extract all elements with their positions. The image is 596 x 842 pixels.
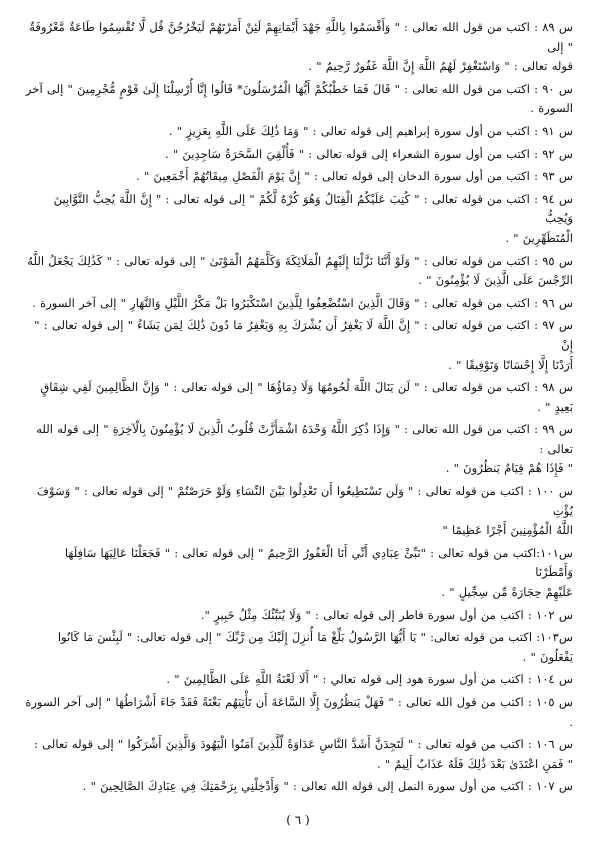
question-line: س ٩٦ : اكتب من قوله تعالى : " وَقَالَ الَّذِينَ اسْتُضْعِفُوا لِلَّذِينَ اسْتَكْبَرُوا بَلْ مَكْرُ اللَّيْلِ وَالنَّهَارِ " إلى آخر السورة . bbox=[32, 295, 573, 310]
question-line: س ٩٠ : اكتب من قول الله تعالى : " قَالَ فَمَا خَطْبُكُمْ أَيُّهَا الْمُرْسَلُونَ* قَالُوا إِنَّا أُرْسِلْنَا إِلَىٰ قَوْمٍ مُّجْرِمِينَ " إلى آخر bbox=[25, 81, 573, 96]
question-92 bbox=[25, 145, 573, 165]
question-line: عَلَيْهِمْ حِجَارَةً مِّن سِجِّيلٍ " . bbox=[441, 585, 573, 600]
question-94 bbox=[25, 190, 573, 249]
question-line: س ١٠٦ : اكتب من قوله تعالى : " لَتَجِدَنَّ أَشَدَّ النَّاسِ عَدَاوَةً لِّلَّذِينَ آمَنُوا الْيَهُودَ وَالَّذِينَ أَشْرَكُوا " إلى قوله تعالى : bbox=[34, 737, 573, 752]
question-line: س ٩٥ : اكتب من قوله تعالى : " وَلَوْ أَنَّنَا نَزَّلْنَا إِلَيْهِمُ الْمَلَائِكَةَ وَكَلَّمَهُمُ الْمَوْتَىٰ " إلى قوله تعالى : " كَذَٰلِكَ يَجْعَلُ اللَّهُ bbox=[27, 253, 573, 268]
question-99 bbox=[25, 420, 573, 479]
question-95 bbox=[25, 252, 573, 291]
question-line: س١٠١:اكتب من قوله تعالى : "نَبِّئْ عِبَادِي أَنِّي أَنَا الْغَفُورُ الرَّحِيمُ " إلى قوله تعالى : " فَجَعَلْنَا عَالِيَهَا سَافِلَهَا وَأَمْطَرْنَا bbox=[64, 545, 573, 580]
question-105 bbox=[25, 693, 573, 732]
question-91 bbox=[25, 122, 573, 142]
question-97 bbox=[25, 316, 573, 375]
question-93 bbox=[25, 167, 573, 187]
question-line: س ٩٧ : اكتب من قوله تعالى : " إِنَّ اللَّهَ لَا يَغْفِرُ أَن يُشْرَكَ بِهِ وَيَغْفِرُ مَا دُونَ ذَٰلِكَ لِمَن يَشَاءُ " إلى قوله تعالى : " إِنْ bbox=[34, 318, 573, 352]
question-line: الرِّجْسَ عَلَى الَّذِينَ لَا يُؤْمِنُونَ " . bbox=[418, 273, 573, 288]
page-number: ( ٦ ) bbox=[286, 813, 310, 827]
question-102 bbox=[25, 606, 573, 626]
question-line: س ٩٨ : اكتب من قوله تعالى : " لَن يَنَالَ اللَّهَ لُحُومُهَا وَلَا دِمَاؤُهَا " إلى قوله تعالى : " وَإِنَّ الظَّالِمِينَ لَفِي شِقَاقٍ بَعِيدٍ " . bbox=[40, 380, 573, 414]
question-103 bbox=[25, 628, 573, 667]
question-line: س ٩٢ : اكتب من أول سورة الشعراء إلى قوله تعالى : " فَأُلْقِيَ السَّحَرَةُ سَاجِدِينَ " . bbox=[165, 146, 573, 161]
question-107 bbox=[25, 777, 573, 797]
question-100 bbox=[25, 482, 573, 541]
question-96 bbox=[25, 294, 573, 314]
question-line: س ٨٩ : اكتب من قول الله تعالى : " وَأَقْسَمُوا بِاللَّهِ جَهْدَ أَيْمَانِهِمْ لَئِنْ أَمَرْتَهُمْ لَيَخْرُجُنَّ قُل لَّا تُقْسِمُوا طَاعَةٌ مَّعْرُوفَةٌ " إلى bbox=[29, 20, 573, 54]
question-line: س ١٠٤ : اكتب من أول سورة هود إلى قوله تعالي : " أَلَا لَعْنَةُ اللَّهِ عَلَى الظَّالِمِينَ " . bbox=[166, 672, 573, 687]
question-line: أَرَدْنَا إِلَّا إِحْسَانًا وَتَوْفِيقًا " . bbox=[448, 357, 573, 372]
question-line: اللَّهُ الْمُؤْمِنِينَ أَجْرًا عَظِيمًا " bbox=[442, 523, 573, 538]
question-line: س ١٠٠ : اكتب من قوله تعالى : " وَلَن تَسْتَطِيعُوا أَن تَعْدِلُوا بَيْنَ النِّسَاءِ وَلَوْ حَرَصْتُمْ " إلى قوله تعالى : " وَسَوْفَ يُؤْتِ bbox=[37, 484, 573, 518]
question-line: " فَمَنِ اعْتَدَىٰ بَعْدَ ذَٰلِكَ فَلَهُ عَذَابٌ أَلِيمٌ " . bbox=[377, 756, 573, 771]
question-line: س ١٠٥ : اكتب من قول الله تعالى : " فَهَلْ يَنظُرُونَ إِلَّا السَّاعَةَ أَن تَأْتِيَهُم بَغْتَةً فَقَدْ جَاءَ أَشْرَاطُهَا " إلى آخر السورة . bbox=[25, 695, 573, 729]
question-89 bbox=[25, 18, 573, 77]
page-content bbox=[25, 18, 573, 808]
question-line: س ١٠٧ : اكتب من أول سورة النمل إلى قوله الله تعالى : " وَأَدْخِلْنِي بِرَحْمَتِكَ فِي عِبَادِكَ الصَّالِحِينَ " . bbox=[82, 779, 573, 794]
question-90 bbox=[25, 80, 573, 119]
question-line: س١٠٣: اكتب من قوله تعالى: " يَا أَيُّهَا الرَّسُولُ بَلِّغْ مَا أُنزِلَ إِلَيْكَ مِن رَّبِّكَ " إلى قوله تعالى: " لَبِئْسَ مَا كَانُوا يَفْعَلُونَ " . bbox=[57, 630, 573, 664]
question-line: الْمُتَطَهِّرِينَ " . bbox=[505, 230, 573, 245]
question-104 bbox=[25, 670, 573, 690]
question-98 bbox=[25, 378, 573, 417]
question-line: السورة . bbox=[530, 101, 573, 116]
question-101 bbox=[25, 544, 573, 603]
question-line: س ١٠٢ : اكتب من أول سورة فاطر إلى قوله تعالى : " وَلَا يُنَبِّئُكَ مِثْلُ خَبِيرٍ ". bbox=[200, 607, 573, 622]
question-line: س ٩١ : اكتب من أول سورة إبراهيم إلى قوله تعالى : " وَمَا ذَٰلِكَ عَلَى اللَّهِ بِعَزِيزٍ " . bbox=[168, 123, 573, 138]
question-line: " فَإِذَا هُمْ قِيَامٌ يَنظُرُونَ " . bbox=[445, 461, 573, 476]
question-line: س ٩٣ : اكتب من أول سورة الدخان إلى قوله تعالى : " إِنَّ يَوْمَ الْفَصْلِ مِيقَاتُهُمْ أَجْمَعِينَ " . bbox=[136, 169, 573, 184]
question-106 bbox=[25, 735, 573, 774]
question-line: س ٩٩ : اكتب من قول الله تعالى : " وَإِذَا ذُكِرَ اللَّهُ وَحْدَهُ اشْمَأَزَّتْ قُلُوبُ الَّذِينَ لَا يُؤْمِنُونَ بِالْآخِرَةِ " إلى قوله الله تعالى : bbox=[36, 422, 573, 456]
question-line: س ٩٤ : اكتب من قوله تعالى : " كُتِبَ عَلَيْكُمُ الْقِتَالُ وَهُوَ كُرْهٌ لَّكُمْ " إلى قوله تعالى : " إِنَّ اللَّهَ يُحِبُّ التَّوَّابِينَ وَيُحِبُّ bbox=[53, 191, 573, 226]
question-line: قوله تعالى : " وَاسْتَغْفِرْ لَهُمُ اللَّهَ إِنَّ اللَّهَ غَفُورٌ رَّحِيمٌ " . bbox=[308, 59, 573, 74]
